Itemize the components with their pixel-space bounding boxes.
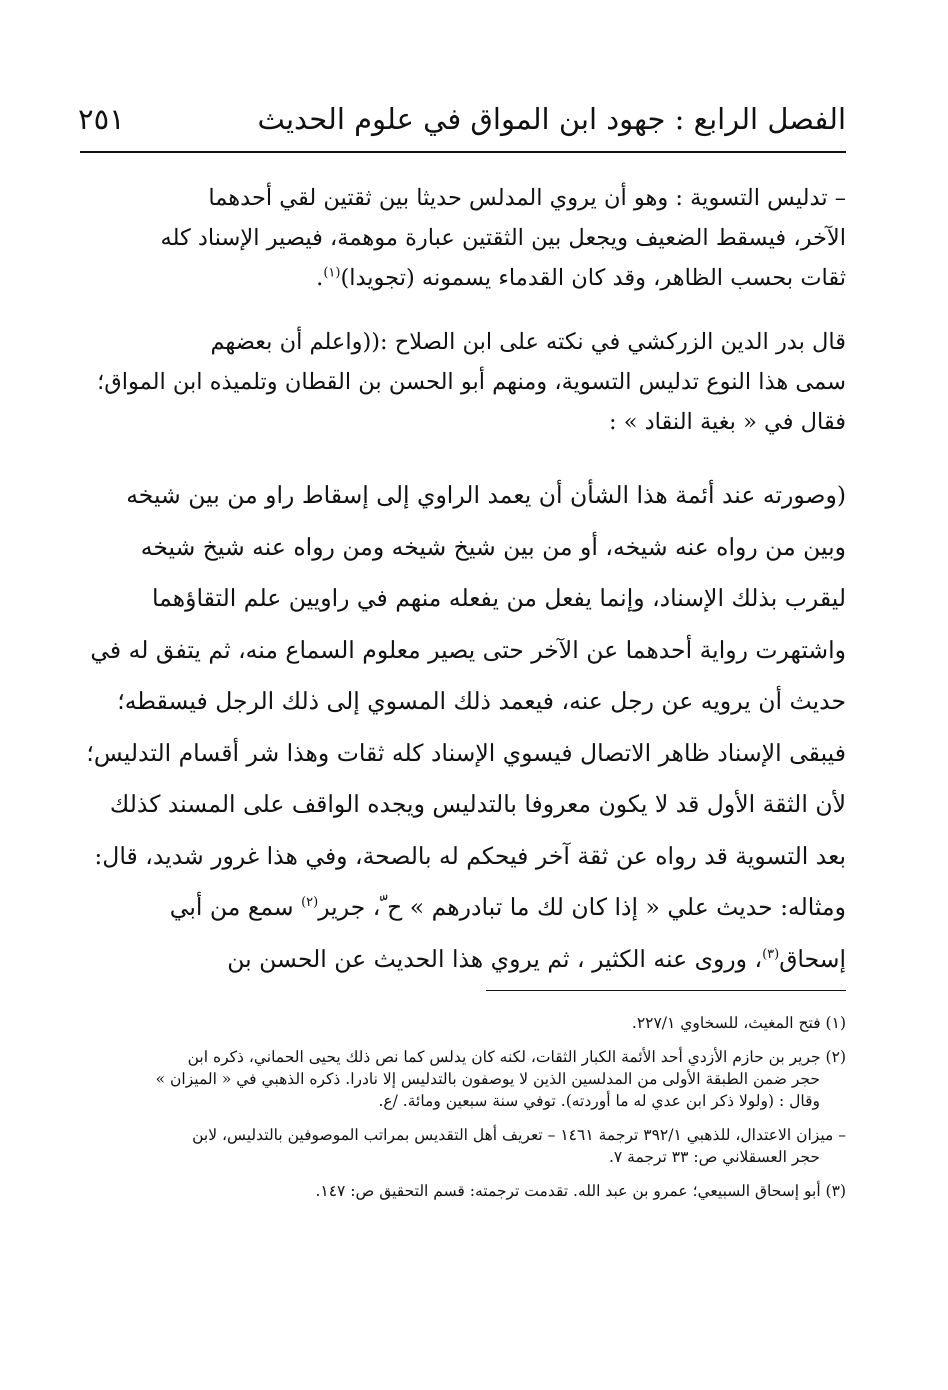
text-line: وبين من رواه عنه شيخه، أو من بين شيخ شيخه ومن رواه عنه شيخ شيخه bbox=[140, 532, 846, 561]
footnote-ref-1[interactable]: (١) bbox=[323, 265, 341, 281]
paragraph-quotation bbox=[80, 470, 846, 985]
text-line bbox=[80, 934, 846, 986]
text-line: الآخر، فيسقط الضعيف ويجعل بين الثقتين عبارة موهمة، فيصير الإسناد كله bbox=[160, 225, 846, 251]
footnote-2-continued bbox=[80, 1124, 846, 1168]
chapter-title: الفصل الرابع : جهود ابن المواق في علوم الحديث bbox=[257, 102, 846, 136]
text-line: بعد التسوية قد رواه عن ثقة آخر فيحكم له بالصحة، وفي هذا غرور شديد، قال: bbox=[94, 841, 846, 870]
footnote-ref-2[interactable]: (٢) bbox=[301, 895, 319, 911]
text-line: ثقات بحسب الظاهر، وقد كان القدماء يسمونه (تجويدا)$^{(١)}$. bbox=[316, 265, 846, 291]
text-line: ليقرب بذلك الإسناد، وإنما يفعل من يفعله منهم في راويين علم التقاؤهما bbox=[152, 584, 846, 612]
text-segment: سمع من أبي bbox=[169, 893, 302, 921]
text-segment: ثقات بحسب الظاهر، وقد كان القدماء يسمونه (تجويدا) bbox=[340, 265, 846, 291]
text-segment: ومثاله: حديث علي « إذا كان لك ما تبادرهم » ح ّ، جرير bbox=[318, 893, 846, 921]
text-line: لأن الثقة الأول قد لا يكون معروفا بالتدليس ويجده الواقف على المسند كذلك bbox=[109, 790, 846, 818]
footnote-line: (٣) أبو إسحاق السبيعي؛ عمرو بن عبد الله. تقدمت ترجمته: قسم التحقيق ص: ١٤٧. bbox=[315, 1182, 846, 1200]
paragraph-tadlis-taswiya bbox=[80, 178, 846, 298]
footnote-line: – ميزان الاعتدال، للذهبي ٣٩٢/١ ترجمة ١٤٦١ – تعريف أهل التقديس بمراتب الموصوفين بالتدليس، لابن bbox=[192, 1126, 846, 1144]
page-number: ٢٥١ bbox=[78, 102, 125, 136]
text-line: قال بدر الدين الزركشي في نكته على ابن الصلاح :((واعلم أن بعضهم bbox=[210, 329, 846, 355]
text-line: واشتهرت رواية أحدهما عن الآخر حتى يصير معلوم السماع منه، ثم يتفق له في bbox=[90, 635, 846, 664]
text-line: سمى هذا النوع تدليس التسوية، ومنهم أبو الحسن بن القطان وتلميذه ابن المواق؛ bbox=[97, 369, 846, 395]
footnotes-section bbox=[80, 1012, 846, 1214]
footnote-divider bbox=[486, 990, 846, 991]
footnote-1 bbox=[80, 1012, 846, 1034]
text-segment: ، وروى عنه الكثير ، ثم يروي هذا الحديث عن الحسن بن bbox=[227, 944, 763, 973]
header-divider bbox=[80, 151, 846, 153]
text-line: فيبقى الإسناد ظاهر الاتصال فيسوي الإسناد كله ثقات وهذا شر أقسام التدليس؛ bbox=[86, 738, 846, 767]
text-line: حديث أن يرويه عن رجل عنه، فيعمد ذلك المسوي إلى ذلك الرجل فيسقطه؛ bbox=[117, 687, 846, 715]
footnote-ref-3[interactable]: (٣) bbox=[762, 946, 780, 962]
text-line bbox=[80, 882, 846, 934]
footnote-line: حجر العسقلاني ص: ٣٣ ترجمة ٧. bbox=[608, 1148, 820, 1166]
footnote-3 bbox=[80, 1180, 846, 1202]
text-line: فقال في « بغية النقاد » : bbox=[609, 409, 846, 435]
page-header bbox=[78, 96, 846, 146]
footnote-2 bbox=[80, 1046, 846, 1112]
footnote-line: حجر ضمن الطبقة الأولى من المدلسين الذين لا يوصفون بالتدليس إلا نادرا. ذكره الذهبي في « الميزان » bbox=[155, 1070, 820, 1088]
text-line: (وصورته عند أئمة هذا الشأن أن يعمد الراوي إلى إسقاط راو من بين شيخه bbox=[126, 481, 846, 509]
text-line: – تدليس التسوية : وهو أن يروي المدلس حديثا بين ثقتين لقي أحدهما bbox=[208, 185, 846, 211]
footnote-line: (٢) جرير بن حازم الأزدي أحد الأئمة الكبار الثقات، لكنه كان يدلس كما نص ذلك يحيى الحماني، ذكره ابن bbox=[187, 1048, 846, 1066]
paragraph-zarkashi bbox=[80, 322, 846, 442]
text-segment: إسحاق bbox=[779, 944, 846, 973]
footnote-line: (١) فتح المغيث، للسخاوي ٢٢٧/١. bbox=[631, 1014, 846, 1032]
footnote-line: وقال : (ولولا ذكر ابن عدي له ما أوردته). توفي سنة سبعين ومائة. /ع. bbox=[378, 1092, 820, 1110]
